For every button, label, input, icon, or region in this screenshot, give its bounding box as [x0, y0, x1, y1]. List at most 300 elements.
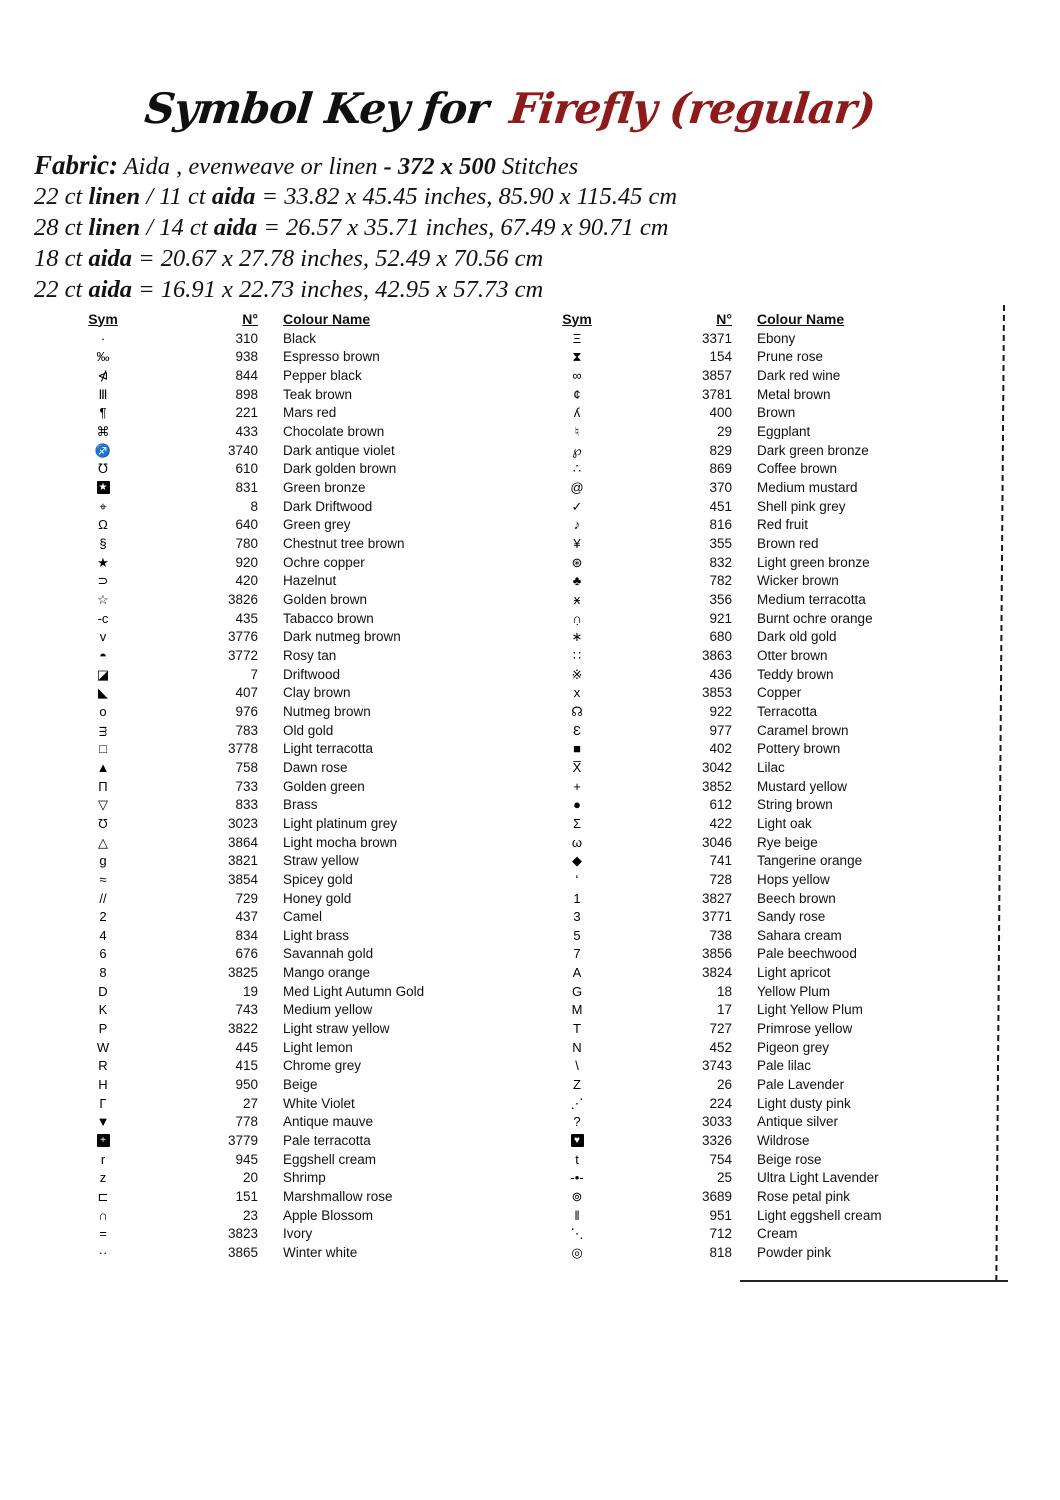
thread-number: 224	[709, 1095, 732, 1111]
stitch-symbol: 5	[573, 927, 581, 943]
thread-number: 3771	[701, 909, 732, 925]
colour-name: Otter brown	[757, 647, 828, 663]
stitch-symbol: T	[573, 1021, 581, 1037]
stitch-symbol: r	[100, 1151, 106, 1167]
key-row	[532, 777, 984, 796]
fabric-text: = 26.57 x 35.71 inches, 67.49 x 90.71 cm	[257, 214, 669, 241]
colour-name: Light straw yellow	[283, 1021, 390, 1037]
colour-name: White Violet	[283, 1095, 355, 1111]
fabric-text: Stitches	[495, 153, 579, 180]
colour-name: Light terracotta	[283, 741, 374, 757]
thread-number: 7	[250, 666, 258, 682]
colour-name: Shrimp	[283, 1170, 326, 1186]
thread-number: 898	[235, 386, 258, 402]
thread-number: 743	[235, 1002, 258, 1018]
colour-name: Ebony	[757, 330, 796, 346]
key-row	[532, 516, 984, 535]
colour-name: Clay brown	[283, 685, 351, 701]
colour-name: Savannah gold	[283, 946, 374, 962]
colour-name: Primrose yellow	[757, 1021, 853, 1037]
key-row	[532, 609, 984, 628]
key-row	[58, 1019, 510, 1038]
key-row	[532, 329, 984, 348]
stitch-symbol: -c	[97, 610, 109, 626]
thread-number: 400	[709, 405, 732, 421]
colour-name: Medium mustard	[757, 480, 858, 496]
key-row	[58, 460, 510, 479]
stitch-symbol: □	[99, 741, 107, 757]
stitch-symbol: ※	[571, 666, 583, 682]
colour-name: Light Yellow Plum	[757, 1002, 863, 1018]
stitch-symbol: ♐	[94, 442, 112, 458]
thread-number: 3826	[227, 592, 258, 608]
colour-name: Dark nutmeg brown	[283, 629, 401, 645]
colour-name: Tabacco brown	[283, 610, 374, 626]
stitch-symbol: Γ	[99, 1095, 107, 1111]
key-row	[532, 628, 984, 647]
colour-name: Wildrose	[757, 1133, 810, 1149]
colour-name: Tangerine orange	[757, 853, 863, 869]
thread-number: 938	[235, 349, 258, 365]
stitch-symbol: ★	[97, 481, 110, 494]
colour-name: Hazelnut	[283, 573, 337, 589]
stitch-symbol: x	[573, 685, 581, 701]
stitch-symbol: Ɛ	[573, 722, 581, 738]
key-row	[532, 1131, 984, 1150]
fabric-text: = 16.91 x 22.73 inches, 42.95 x 57.73 cm	[132, 276, 544, 303]
colour-name: Brown	[757, 405, 796, 421]
colour-name: Hops yellow	[757, 871, 830, 887]
stitch-symbol: ◆	[572, 853, 582, 869]
thread-number: 676	[235, 946, 258, 962]
thread-number: 831	[235, 480, 258, 496]
colour-name: Black	[283, 330, 317, 346]
stitch-symbol: Ξ	[572, 330, 582, 346]
key-row	[532, 926, 984, 945]
key-row	[58, 1131, 510, 1150]
thread-number: 356	[709, 592, 732, 608]
key-row	[58, 1075, 510, 1094]
colour-name: Antique silver	[757, 1114, 839, 1130]
thread-number: 950	[235, 1077, 258, 1093]
stitch-symbol: ∗	[571, 629, 583, 645]
key-row	[58, 851, 510, 870]
key-row	[58, 870, 510, 889]
thread-number: 729	[235, 890, 258, 906]
symbol-key-table-left	[58, 308, 510, 1262]
colour-name: Rye beige	[757, 834, 818, 850]
colour-name: Golden green	[283, 778, 365, 794]
key-row	[532, 553, 984, 572]
thread-number: 844	[235, 368, 258, 384]
key-row	[58, 348, 510, 367]
colour-name: Dawn rose	[283, 759, 348, 775]
key-row	[58, 1225, 510, 1244]
page-title	[0, 84, 1020, 133]
stitch-symbol: ʎ	[573, 405, 581, 421]
thread-number: 27	[242, 1095, 258, 1111]
colour-name: Dark old gold	[757, 629, 837, 645]
key-row	[58, 814, 510, 833]
thread-number: 738	[709, 927, 732, 943]
thread-number: 869	[709, 461, 732, 477]
key-row	[532, 366, 984, 385]
fabric-line	[34, 150, 677, 181]
fabric-line	[34, 243, 677, 274]
key-row	[58, 329, 510, 348]
key-row	[532, 534, 984, 553]
key-row	[58, 1038, 510, 1057]
thread-number: 951	[709, 1207, 732, 1223]
key-row	[532, 385, 984, 404]
thread-number: 437	[235, 909, 258, 925]
stitch-symbol: ‰	[96, 349, 110, 365]
stitch-symbol: Ω	[98, 517, 108, 533]
colour-name: Green grey	[283, 517, 351, 533]
stitch-symbol: +	[573, 778, 581, 794]
stitch-symbol: ⧗	[572, 349, 582, 365]
key-row	[58, 572, 510, 591]
stitch-symbol: ⌖	[99, 498, 107, 514]
stitch-symbol: 2	[99, 909, 107, 925]
thread-number: 782	[709, 573, 732, 589]
colour-name: Straw yellow	[283, 853, 359, 869]
stitch-symbol: A	[572, 965, 582, 981]
colour-name: Metal brown	[757, 386, 831, 402]
thread-number: 420	[235, 573, 258, 589]
thread-number: 29	[716, 424, 732, 440]
thread-number: 154	[709, 349, 732, 365]
stitch-symbol: -•-	[570, 1170, 584, 1186]
thread-number: 818	[709, 1244, 732, 1260]
thread-number: 445	[235, 1039, 258, 1055]
colour-name: String brown	[757, 797, 833, 813]
colour-name: Rose petal pink	[757, 1189, 851, 1205]
key-row	[58, 758, 510, 777]
key-row	[532, 478, 984, 497]
table-rows	[532, 329, 984, 1262]
thread-number: 3778	[227, 741, 258, 757]
stitch-symbol: ●	[573, 797, 581, 813]
thread-number: 433	[235, 424, 258, 440]
stitch-symbol: R	[98, 1058, 108, 1074]
colour-name: Light apricot	[757, 965, 831, 981]
key-row	[58, 889, 510, 908]
thread-number: 20	[242, 1170, 258, 1186]
colour-name: Nutmeg brown	[283, 703, 371, 719]
colour-name: Powder pink	[757, 1244, 832, 1260]
thread-number: 151	[235, 1189, 258, 1205]
fabric-text: = 33.82 x 45.45 inches, 85.90 x 115.45 cm	[255, 183, 678, 210]
colour-name: Light platinum grey	[283, 815, 398, 831]
thread-number: 712	[709, 1226, 732, 1242]
stitch-symbol: X̅	[572, 759, 582, 775]
colour-name: Terracotta	[757, 703, 818, 719]
colour-name: Light brass	[283, 927, 350, 943]
colour-name: Teak brown	[283, 386, 353, 402]
key-row	[532, 1243, 984, 1262]
key-row	[58, 665, 510, 684]
stitch-symbol: ⌘	[96, 424, 110, 440]
colour-name: Coffee brown	[757, 461, 838, 477]
thread-number: 3824	[701, 965, 732, 981]
stitch-symbol: ♣	[572, 573, 582, 589]
colour-name: Burnt ochre orange	[757, 610, 873, 626]
thread-number: 3781	[701, 386, 732, 402]
key-row	[58, 516, 510, 535]
key-row	[532, 1113, 984, 1132]
stitch-symbol: z	[99, 1170, 107, 1186]
stitch-symbol: =	[99, 1226, 107, 1242]
key-row	[532, 1001, 984, 1020]
stitch-symbol: ■	[573, 741, 581, 757]
stitch-symbol: ⋰	[570, 1095, 584, 1111]
fabric-text: aida	[213, 214, 258, 241]
stitch-symbol: Σ	[572, 815, 582, 831]
colour-name: Pigeon grey	[757, 1039, 830, 1055]
key-row	[58, 795, 510, 814]
page-edge-corner-line	[740, 1280, 1008, 1282]
stitch-symbol: ⊚	[571, 1189, 583, 1205]
thread-number: 727	[709, 1021, 732, 1037]
key-row	[58, 628, 510, 647]
thread-number: 435	[235, 610, 258, 626]
key-row	[58, 422, 510, 441]
stitch-symbol: ∩̣	[572, 610, 582, 626]
thread-number: 780	[235, 536, 258, 552]
colour-name: Pale Lavender	[757, 1077, 845, 1093]
colour-name: Light green bronze	[757, 554, 870, 570]
key-row	[58, 833, 510, 852]
key-row	[532, 1038, 984, 1057]
header-colour-name: Colour Name	[283, 310, 371, 327]
header-number: N°	[716, 310, 732, 327]
key-row	[532, 739, 984, 758]
colour-name: Prune rose	[757, 349, 824, 365]
thread-number: 3023	[227, 815, 258, 831]
fabric-text: 28 ct	[34, 214, 89, 241]
stitch-symbol: ∷	[572, 647, 582, 663]
stitch-symbol: ∩	[98, 1207, 108, 1223]
key-row	[532, 907, 984, 926]
thread-number: 8	[250, 498, 258, 514]
fabric-text: - 372 x 500	[383, 153, 496, 180]
stitch-symbol: 6	[99, 946, 107, 962]
key-row	[58, 1113, 510, 1132]
thread-number: 3827	[701, 890, 732, 906]
stitch-symbol: ∴	[572, 461, 582, 477]
key-row	[58, 945, 510, 964]
stitch-symbol: D	[98, 983, 108, 999]
colour-name: Brown red	[757, 536, 819, 552]
key-row	[58, 553, 510, 572]
page-edge-dashed-line	[995, 305, 1005, 1281]
thread-number: 415	[235, 1058, 258, 1074]
colour-name: Light eggshell cream	[757, 1207, 882, 1223]
key-row	[532, 945, 984, 964]
key-row	[532, 814, 984, 833]
colour-name: Lilac	[757, 759, 785, 775]
fabric-text: / 11 ct	[140, 183, 212, 210]
stitch-symbol: ·	[100, 330, 106, 346]
colour-name: Green bronze	[283, 480, 366, 496]
stitch-symbol: ℘	[572, 442, 582, 458]
stitch-symbol: ¶	[99, 405, 107, 421]
colour-name: Dark golden brown	[283, 461, 397, 477]
stitch-symbol: ▽	[98, 797, 108, 813]
thread-number: 920	[235, 554, 258, 570]
colour-name: Driftwood	[283, 666, 341, 682]
table-header	[532, 308, 984, 329]
key-row	[58, 683, 510, 702]
stitch-symbol: K	[98, 1002, 108, 1018]
colour-name: Ivory	[283, 1226, 313, 1242]
stitch-symbol: ∞	[572, 368, 582, 384]
fabric-text: 18 ct	[34, 245, 89, 272]
page-title-main: Symbol Key for	[142, 84, 491, 133]
colour-name: Eggshell cream	[283, 1151, 377, 1167]
key-row	[532, 795, 984, 814]
key-row	[58, 702, 510, 721]
stitch-symbol: o	[99, 703, 107, 719]
colour-name: Mustard yellow	[757, 778, 848, 794]
table-header	[58, 308, 510, 329]
key-row	[532, 1150, 984, 1169]
thread-number: 640	[235, 517, 258, 533]
thread-number: 834	[235, 927, 258, 943]
colour-name: Beige	[283, 1077, 318, 1093]
colour-name: Sandy rose	[757, 909, 826, 925]
stitch-symbol: @	[570, 480, 584, 496]
key-row	[58, 404, 510, 423]
thread-number: 19	[242, 983, 258, 999]
stitch-symbol: H	[98, 1077, 108, 1093]
stitch-symbol: ✓	[571, 498, 583, 514]
colour-name: Pepper black	[283, 368, 362, 384]
key-row	[58, 721, 510, 740]
stitch-symbol: N	[572, 1039, 582, 1055]
stitch-symbol: ӿ	[573, 592, 581, 608]
fabric-text: linen	[88, 183, 141, 210]
thread-number: 3864	[227, 834, 258, 850]
thread-number: 977	[709, 722, 732, 738]
key-row	[532, 422, 984, 441]
thread-number: 728	[709, 871, 732, 887]
table-rows	[58, 329, 510, 1262]
stitch-symbol: ⊛	[571, 554, 583, 570]
key-row	[532, 721, 984, 740]
colour-name: Chrome grey	[283, 1058, 362, 1074]
key-row	[58, 963, 510, 982]
colour-name: Cream	[757, 1226, 798, 1242]
thread-number: 3823	[227, 1226, 258, 1242]
colour-name: Beige rose	[757, 1151, 822, 1167]
stitch-symbol: ··	[98, 1244, 108, 1260]
stitch-symbol: 4	[99, 927, 107, 943]
stitch-symbol: ¢	[573, 386, 581, 402]
thread-number: 3033	[701, 1114, 732, 1130]
key-row	[58, 497, 510, 516]
colour-name: Copper	[757, 685, 802, 701]
thread-number: 407	[235, 685, 258, 701]
thread-number: 3689	[701, 1189, 732, 1205]
stitch-symbol: ⋪	[97, 368, 109, 384]
stitch-symbol: △	[98, 834, 108, 850]
thread-number: 3743	[701, 1058, 732, 1074]
key-row	[58, 739, 510, 758]
stitch-symbol: ◎	[571, 1244, 583, 1260]
stitch-symbol: g	[99, 853, 107, 869]
key-row	[58, 1187, 510, 1206]
colour-name: Pale lilac	[757, 1058, 812, 1074]
key-row	[532, 1019, 984, 1038]
colour-name: Med Light Autumn Gold	[283, 983, 425, 999]
header-sym: Sym	[88, 310, 118, 327]
stitch-symbol: ☊	[571, 703, 583, 719]
stitch-symbol: //	[99, 890, 107, 906]
stitch-symbol: \	[575, 1058, 579, 1074]
stitch-symbol: 8	[99, 965, 107, 981]
thread-number: 3825	[227, 965, 258, 981]
key-row	[532, 1094, 984, 1113]
stitch-symbol: ◓	[99, 647, 107, 663]
key-row	[532, 646, 984, 665]
colour-name: Spicey gold	[283, 871, 353, 887]
fabric-text: aida	[88, 276, 132, 303]
colour-name: Marshmallow rose	[283, 1189, 393, 1205]
fabric-text: 22 ct	[34, 276, 89, 303]
thread-number: 310	[235, 330, 258, 346]
key-row	[532, 665, 984, 684]
thread-number: 18	[716, 983, 732, 999]
thread-number: 3856	[701, 946, 732, 962]
fabric-text: linen	[88, 214, 141, 241]
stitch-symbol: Ʊ	[98, 815, 108, 831]
key-row	[532, 889, 984, 908]
thread-number: 355	[709, 536, 732, 552]
stitch-symbol: Ⅲ	[98, 386, 108, 402]
stitch-symbol: t	[575, 1151, 579, 1167]
colour-name: Pale terracotta	[283, 1133, 371, 1149]
colour-name: Dark antique violet	[283, 442, 395, 458]
stitch-symbol: ☆	[97, 592, 109, 608]
stitch-symbol: ◪	[96, 666, 110, 682]
colour-name: Old gold	[283, 722, 334, 738]
colour-name: Light oak	[757, 815, 812, 831]
key-row	[532, 758, 984, 777]
thread-number: 945	[235, 1151, 258, 1167]
colour-name: Light dusty pink	[757, 1095, 851, 1111]
colour-name: Caramel brown	[757, 722, 849, 738]
colour-name: Dark green bronze	[757, 442, 869, 458]
stitch-symbol: ♪	[573, 517, 581, 533]
thread-number: 612	[709, 797, 732, 813]
stitch-symbol: ♮	[574, 424, 580, 440]
key-row	[58, 1169, 510, 1188]
thread-number: 3854	[227, 871, 258, 887]
stitch-symbol: Π	[98, 778, 108, 794]
key-row	[532, 590, 984, 609]
stitch-symbol: ♥	[571, 1134, 584, 1147]
colour-name: Honey gold	[283, 890, 352, 906]
thread-number: 451	[709, 498, 732, 514]
colour-name: Yellow Plum	[757, 983, 831, 999]
key-row	[58, 1206, 510, 1225]
header-sym: Sym	[562, 310, 592, 327]
colour-name: Mango orange	[283, 965, 371, 981]
thread-number: 3371	[701, 330, 732, 346]
thread-number: 3740	[227, 442, 258, 458]
